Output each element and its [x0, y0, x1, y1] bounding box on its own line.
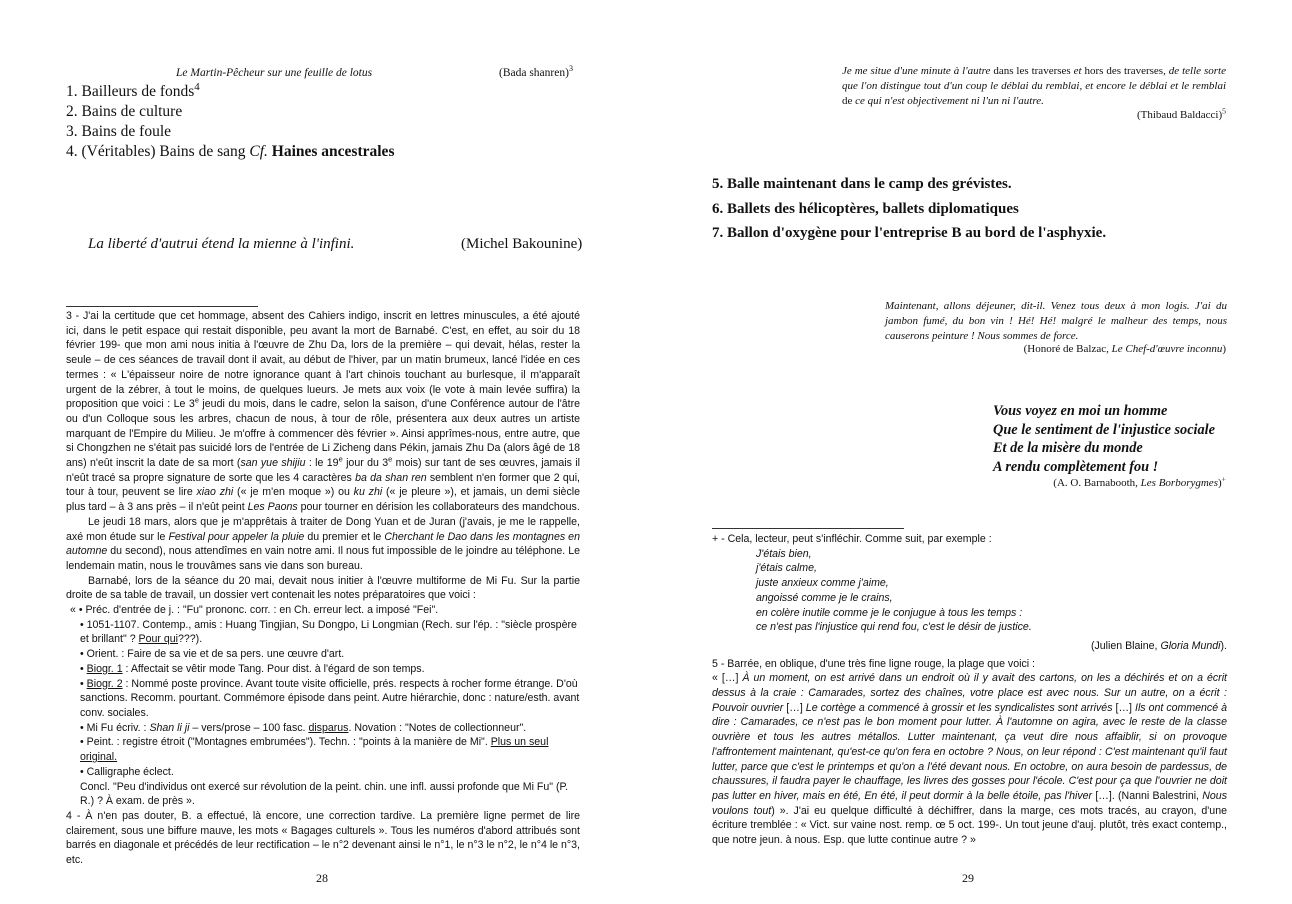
- left-numbered-list: [66, 82, 394, 162]
- conclusion: Concl. "Peu d'individus ont exercé sur révolution de la peint. chin. une infl. aussi profonde que Mi Fu" (P. R.) ? À exam. de près ».: [80, 780, 569, 808]
- bakounine-quote: La liberté d'autrui étend la mienne à l'infini.: [88, 236, 355, 252]
- right-numbered-list: [712, 172, 1106, 246]
- epigraph-author: (Bada shanren)$^3$: [499, 64, 573, 79]
- footnote-ref: 4: [194, 80, 200, 93]
- list-item: 4. (Véritables) Bains de sang Cf. Haines ancestrales: [66, 143, 395, 160]
- list-item: 1. Bailleurs de fonds$^4$: [66, 80, 200, 100]
- barnabooth-poem: [993, 402, 1215, 476]
- page-number: 29: [962, 871, 974, 885]
- poem-line: Vous voyez en moi un homme: [993, 403, 1168, 419]
- poem-line: Et de la misère du monde: [993, 440, 1143, 457]
- bullet-item: • Calligraphe éclect.: [80, 765, 174, 778]
- footnote-plus: + - Cela, lecteur, peut s'infléchir. Comme suit, par exemple :: [712, 533, 992, 545]
- balzac-epigraph: Maintenant, allons déjeuner, dit-il. Venez tous deux à mon logis. J'ai du jambon fumé, du bon vin ! Hé! Hé! malgré le malheur des temps, nous causerons peinture ! Nous sommes de force.: [885, 300, 1227, 343]
- left-footnotes: [66, 309, 580, 868]
- bullet-item: • Biogr. 2 : Nommé poste province. Avant toute visite officielle, prés. respects à rocher forme étrange. D'où sanctions. Recomm. pourtant. Commémore épisode dans peint. Autre hiérarchie, donc : nature/esth. avant conv. sociales.: [80, 677, 580, 719]
- epigraph-title: Le Martin-Pêcheur sur une feuille de lotus: [176, 67, 373, 79]
- footnote-3-para-2: Le jeudi 18 mars, alors que je m'apprêtais à traiter de Dong Yuan et de Juran (j'avais, je me le rappelle, axé mon étude sur le Festival pour appeler la pluie du premier et le Cherchant le Dao dans les montagnes en automne du second), nous attendîmes en vain notre ami. Il nous fut impossible de le joindre au téléphone. Le lendemain matin, nous le trouvâmes sans vie dans son bureau.: [66, 515, 580, 572]
- list-item: 6. Ballets des hélicoptères, ballets diplomatiques: [712, 200, 1019, 217]
- quote-author: (Michel Bakounine): [461, 236, 583, 252]
- bullet-item: « • Préc. d'entrée de j. : "Fu" prononc. corr. : en Ch. erreur lect. a imposé "Fei".: [70, 604, 439, 617]
- footnote-3: 3 - J'ai la certitude que cet hommage, absent des Cahiers indigo, inscrit en lettres minuscules, a été ajouté ici, dans le petit espace qui restait disponible, peu avant la mort de Barnabé. C'est, en effet, au soir du 18 février 199- que mon ami nous initia à l'œuvre de Zhu Da, lors de la première – qui devait, hélas, rester la seule – de ces séances de travail dont il avait, au début de l'hiver, par un matin brumeux, lancé l'idée en ces termes : « L'épaisseur noire de notre ignorance quant à l'art chinois touchant au burlesque, il m'apparaît urgent de la zébrer, à tout le moins, de quelques lueurs. Je mets aux voix (le vote à main levée suffira) la proposition que voici : Le 3e jeudi du mois, dans le cadre, selon la saison, d'une Conférence autour de l'âtre ou d'un Colloque sous les arbres, chacun de nous, à tour de rôle, présentera aux deux autres un artiste marquant de l'Empire du Milieu. Je m'offre à commencer dès février ». Ainsi apprîmes-nous, entre autre, que si Chongzhen ne s'était pas suicidé lors de l'entrée de Li Zicheng dans Pékin, jamais Zhu Da (alors âgé de 18 ans) n'eût inscrit la date de sa mort (san yue shijiu : le 19e jour du 3e mois) sur tant de ses œuvres, jamais il n'eût tracé sa propre signature de sorte que les 4 caractères ba da shan ren semblent n'en former que 2 qui, tour à tour, peuvent se lire xiao zhi (« je m'en moque ») ou ku zhi (« je pleure »), et jamais, un demi siècle plus tard – à 3 ans près – il n'eût peint Les Paons pour tourner en dérision les collaborateurs des mandchous.: [66, 310, 580, 514]
- right-footnotes: [712, 532, 1227, 848]
- verse-author: (Julien Blaine, Gloria Mundi).: [1090, 639, 1227, 652]
- list-item: 7. Ballon d'oxygène pour l'entreprise B au bord de l'asphyxie.: [712, 225, 1107, 241]
- bullet-item: • Orient. : Faire de sa vie et de sa pers. une œuvre d'art.: [80, 648, 345, 661]
- bullet-item: • 1051-1107. Contemp., amis : Huang Tingjian, Su Dongpo, Li Longmian (Rech. sur l'ép. : "siècle prospère et brillant" ? Pour qui???).: [80, 618, 577, 646]
- verse-line: j'étais calme,: [756, 562, 817, 575]
- footnote-separator: [712, 528, 904, 529]
- footnote-ref: 5: [1222, 106, 1226, 116]
- poem-author: (A. O. Barnabooth, Les Borborygmes)+: [1053, 474, 1226, 489]
- list-item: 3. Bains de foule: [66, 123, 172, 140]
- page-number: 28: [316, 871, 328, 885]
- bullet-item: • Biogr. 1 : Affectait se vêtir mode Tang. Pour dist. à l'égard de son temps.: [80, 662, 425, 675]
- list-item: 2. Bains de culture: [66, 103, 183, 120]
- footnote-5-intro: 5 - Barrée, en oblique, d'une très fine ligne rouge, la plage que voici :: [712, 657, 1035, 670]
- verse-line: juste anxieux comme j'aime,: [756, 577, 889, 590]
- footnote-separator: [66, 306, 258, 307]
- footnote-ref: 3: [568, 64, 573, 74]
- verse-line: ce n'est pas l'injustice qui rend fou, c'est le désir de justice.: [756, 621, 1032, 634]
- bullet-item: • Mi Fu écriv. : Shan li ji – vers/prose – 100 fasc. disparus. Novation : "Notes de collectionneur".: [80, 721, 527, 734]
- poem-line: A rendu complètement fou !: [993, 458, 1159, 475]
- bullet-item: • Peint. : registre étroit ("Montagnes embrumées"). Techn. : "points à la manière de Mi". Plus un seul original.: [80, 736, 549, 764]
- footnote-ref: +: [1221, 474, 1226, 484]
- epigraph-author: (Honoré de Balzac, Le Chef-d'œuvre inconnu): [1023, 343, 1226, 355]
- verse-line: J'étais bien,: [756, 547, 812, 560]
- footnote-3-para-3: Barnabé, lors de la séance du 20 mai, devait nous initier à l'œuvre multiforme de Mi Fu. Sur la partie droite de sa table de travail, un dossier vert contenait les notes préparatoires que voici :: [66, 574, 580, 602]
- poem-line: Que le sentiment de l'injustice sociale: [993, 421, 1215, 438]
- footnote-4: 4 - À n'en pas douter, B. a effectué, là encore, une correction tardive. La première ligne permet de lire clairement, sous une biffure mauve, les mots « Bagages culturels ». Tous les numéros d'abord attribués sont barrés en diagonale et précédés de leur rectification – le n°2 devenant ainsi le n°1, le n°3 le n°2, le n°4 le n°3, etc.: [66, 809, 580, 867]
- list-item: 5. Balle maintenant dans le camp des grévistes.: [712, 176, 1012, 192]
- footnote-5: « […] À un moment, on est arrivé dans un endroit où il y avait des cartons, on les a déchirés et on a écrit dessus à la craie : Camarades, sortez des chaînes, votre place est avec nous. Sur un autre, on a écrit : Pouvoir ouvrier […] Le cortège a commencé à grossir et les syndicalistes sont arrivés […] Ils ont commencé à dire : Camarades, ce n'est pas le bon moment pour lutter. À l'automne on agira, avec le reste de la classe ouvrière et tous les autres métallos. Lutter maintenant, ça veut dire nous affaiblir, si on provoque l'affrontement maintenant, qu'est-ce qu'on fera en octobre ? Nous, on leur répond : C'est maintenant qu'il faut lutter, parce que c'est le printemps et qu'on a l'été devant nous. En octobre, on aura besoin de pardessus, de chaussures, il faudra payer le chauffage, les livres des gosses pour l'école. C'est pour ça que l'ouvrier ne doit pas lutter en hiver, mais en été, En été, il peut dormir à la belle étoile, pas l'hiver […]. (Nanni Balestrini, Nous voulons tout) ». J'ai eu quelque difficulté à déchiffrer, dans la marge, ces mots tracés, au crayon, d'une écriture tremblée : « Vict. sur vaine nost. remp. œ 5 oct. 199-. Un tout jeune d'auj. plutôt, très exact contemp., que notre jeun. à nous. Esp. que lutte continue autre ? »: [712, 672, 1228, 847]
- baldacci-epigraph: Je me situe d'une minute à l'autre dans les traverses et hors des traverses, de telle sorte que l'on distingue tout d'un coup le déblai du remblai, et encore le déblai et le remblai de ce qui n'est objectivement ni l'un ni l'autre.: [842, 65, 1226, 107]
- verse-line: angoissé comme je le crains,: [756, 591, 893, 604]
- verse-line: en colère inutile comme je le conjugue à tous les temps :: [756, 606, 1023, 619]
- epigraph-author: (Thibaud Baldacci)$^5$: [1136, 106, 1226, 121]
